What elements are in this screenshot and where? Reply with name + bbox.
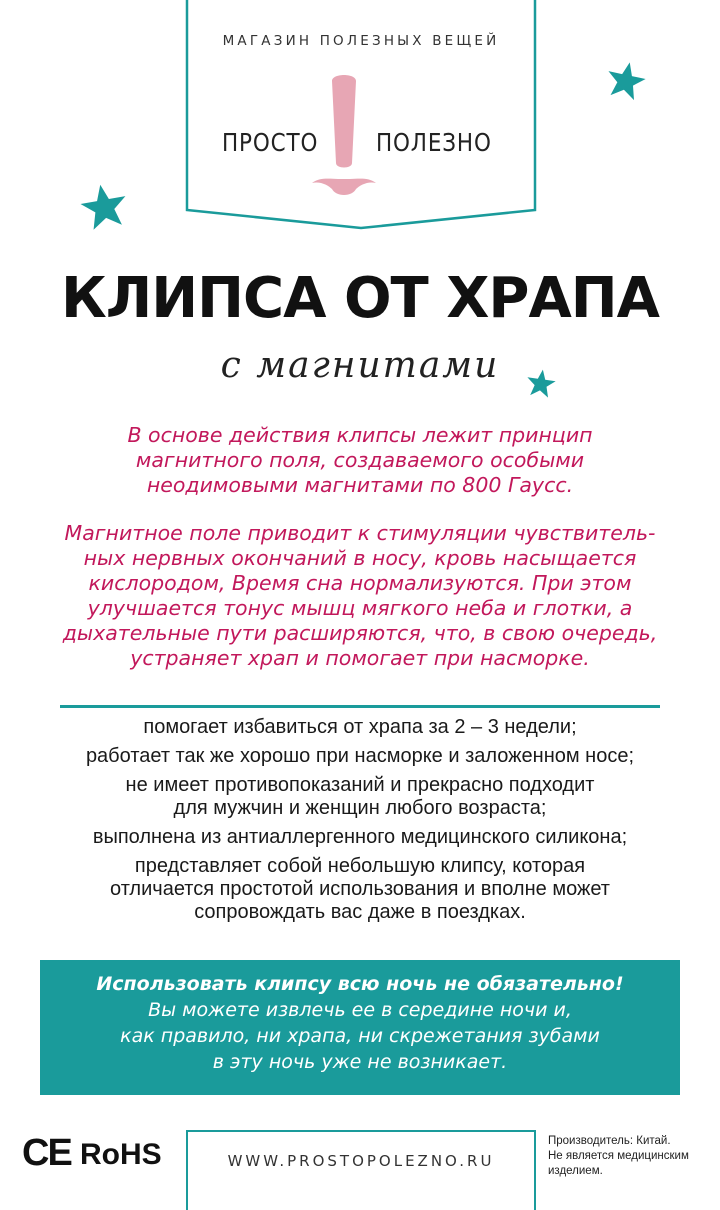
notice-heading: Использовать клипсу всю ночь не обязательно! — [96, 973, 624, 995]
description-line: В основе действия клипсы лежит принцип — [127, 423, 593, 447]
feature-line: помогает избавиться от храпа за 2 – 3 недели; — [143, 716, 577, 738]
brand-word-right: ПОЛЕЗНО — [376, 128, 492, 157]
description-line: Магнитное поле приводит к стимуляции чувствитель- — [64, 521, 656, 545]
rohs-logo: RoHS — [80, 1138, 162, 1171]
feature-line: выполнена из антиаллергенного медицинского силикона; — [92, 826, 628, 848]
description-paragraph-2 — [40, 521, 680, 671]
description-line: неодимовыми магнитами по 800 Гаусс. — [146, 473, 574, 497]
feature-item — [0, 855, 720, 924]
manufacturer-line: Не является медицинским — [548, 1150, 689, 1162]
feature-item — [0, 716, 720, 739]
brand-tagline: МАГАЗИН ПОЛЕЗНЫХ ВЕЩЕЙ — [222, 33, 500, 49]
website-link[interactable]: WWW.PROSTOPOLEZNO.RU — [227, 1152, 495, 1170]
feature-list — [0, 716, 720, 930]
manufacturer-line: изделием. — [548, 1165, 603, 1177]
manufacturer-info — [548, 1134, 718, 1179]
notice-line: как правило, ни храпа, ни скрежетания зубами — [120, 1025, 600, 1047]
notice-line: Вы можете извлечь ее в середине ночи и, — [148, 999, 572, 1021]
description-paragraph-1 — [40, 423, 680, 498]
description-line: устраняет храп и помогает при насморке. — [130, 646, 590, 670]
brand-word-left: ПРОСТО — [222, 128, 319, 157]
description-line: ных нервных окончаний в носу, кровь насыщается — [83, 546, 637, 570]
feature-line: работает так же хорошо при насморке и заложенном носе; — [85, 745, 635, 767]
feature-line: отличается простотой использования и вполне может — [110, 878, 610, 900]
description-line: магнитного поля, создаваемого особыми — [135, 448, 585, 472]
feature-item — [0, 745, 720, 768]
feature-item — [0, 826, 720, 849]
exclamation-logo-icon — [308, 75, 380, 205]
notice-banner-text — [40, 971, 680, 1075]
star-icon — [80, 182, 128, 230]
product-subtitle: с магнитами — [220, 345, 500, 386]
feature-line: представляет собой небольшую клипсу, которая — [134, 855, 586, 877]
manufacturer-line: Производитель: Китай. — [548, 1135, 671, 1147]
section-divider — [60, 705, 660, 708]
feature-line: для мужчин и женщин любого возраста; — [173, 797, 547, 819]
website-frame — [186, 1130, 536, 1210]
star-icon — [606, 60, 646, 100]
description-line: кислородом, Время сна нормализуются. При этом — [88, 571, 632, 595]
feature-item — [0, 774, 720, 820]
description-line: улучшается тонус мышц мягкого неба и глотки, а — [87, 596, 633, 620]
feature-line: сопровождать вас даже в поездках. — [194, 901, 526, 923]
product-title: КЛИПСА ОТ ХРАПА — [60, 266, 660, 331]
description-line: дыхательные пути расширяются, что, в свою очередь, — [62, 621, 658, 645]
feature-line: не имеет противопоказаний и прекрасно подходит — [125, 774, 595, 796]
notice-line: в эту ночь уже не возникает. — [212, 1051, 508, 1073]
ce-mark-logo: CE — [22, 1132, 71, 1174]
